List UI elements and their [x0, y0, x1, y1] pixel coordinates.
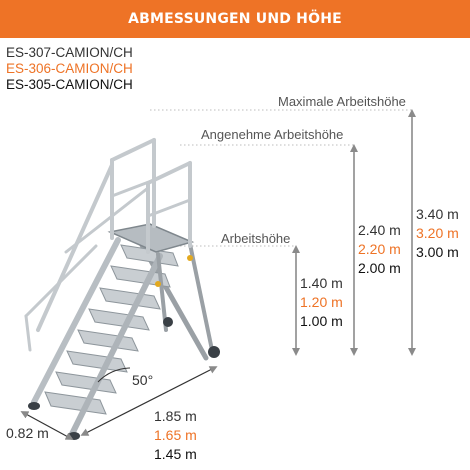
max-working-height-label: Maximale Arbeitshöhe — [278, 94, 406, 109]
max-height-es-305: 3.00 m — [416, 244, 459, 260]
working-height-label: Arbeitshöhe — [221, 231, 291, 246]
working-height-es-307: 1.40 m — [300, 275, 343, 291]
header-title: ABMESSUNGEN UND HÖHE — [128, 11, 342, 27]
model-es-307: ES-307-CAMION/CH — [6, 45, 133, 60]
depth-es-305: 1.45 m — [154, 446, 197, 462]
width-label: 0.82 m — [6, 425, 49, 441]
depth-es-306: 1.65 m — [154, 427, 197, 443]
comfortable-height-es-307: 2.40 m — [358, 222, 401, 238]
working-height-es-306: 1.20 m — [300, 294, 343, 310]
depth-es-307: 1.85 m — [154, 408, 197, 424]
comfortable-working-height-values — [358, 221, 401, 278]
model-es-306: ES-306-CAMION/CH — [6, 61, 133, 76]
ladder — [26, 140, 220, 440]
working-height-values — [300, 274, 343, 331]
angle-label: 50° — [132, 372, 154, 388]
depth-values — [154, 407, 197, 464]
comfortable-height-es-305: 2.00 m — [358, 260, 401, 276]
comfortable-height-es-306: 2.20 m — [358, 241, 401, 257]
comfortable-working-height-label: Angenehme Arbeitshöhe — [201, 127, 344, 142]
max-height-es-306: 3.20 m — [416, 225, 459, 241]
model-es-305: ES-305-CAMION/CH — [6, 77, 133, 92]
working-height-es-305: 1.00 m — [300, 313, 343, 329]
max-working-height-values — [416, 205, 459, 262]
max-height-es-307: 3.40 m — [416, 206, 459, 222]
